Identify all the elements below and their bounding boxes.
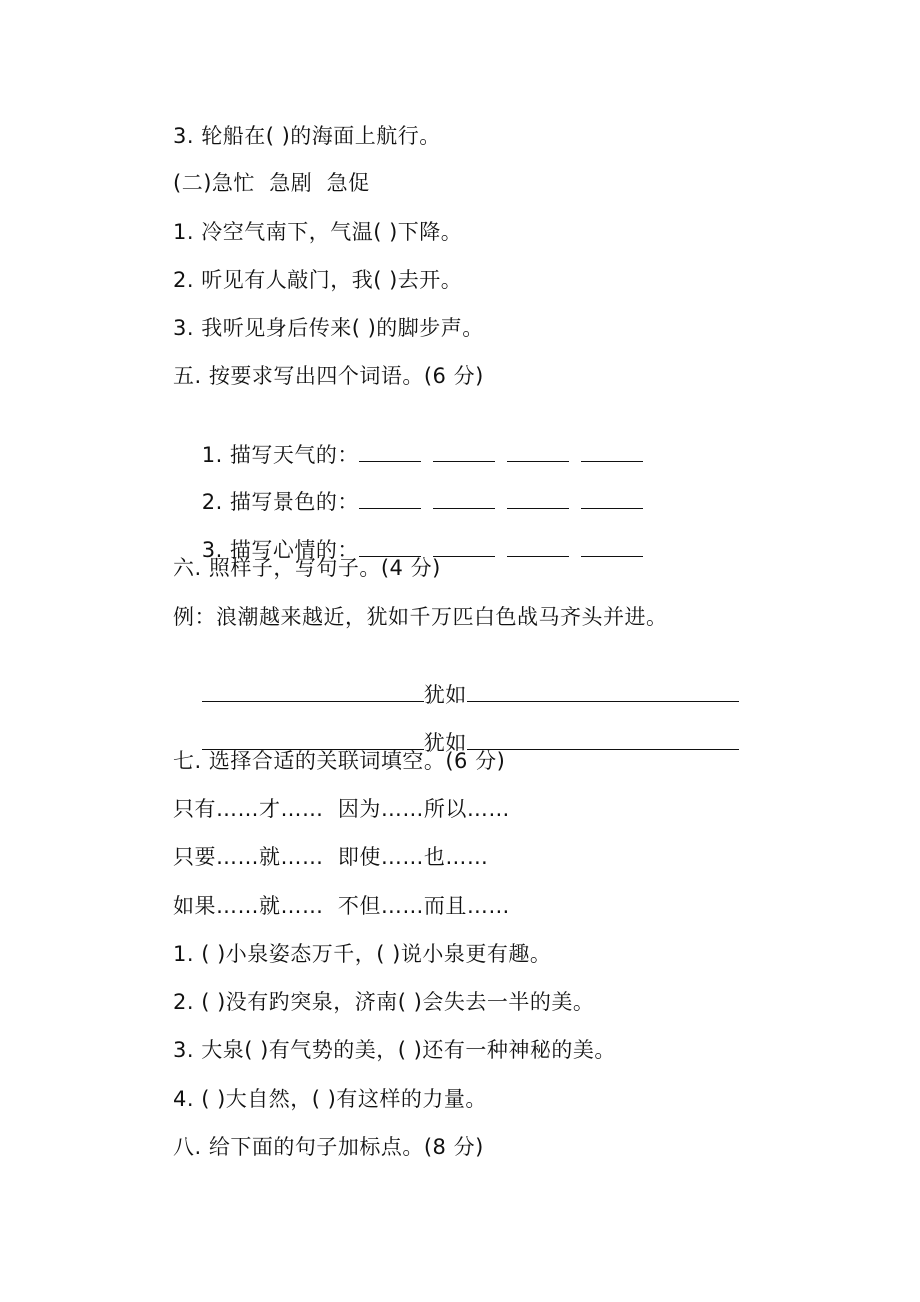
fill-row-label: 2. 描写景色的：	[201, 490, 359, 514]
example-sentence: 例：浪潮越来越近，犹如千万匹白色战马齐头并进。	[173, 605, 668, 629]
question-line: 4. ( )大自然，( )有这样的力量。	[173, 1087, 487, 1111]
section-heading-6: 六. 照样子，写句子。(4 分)	[173, 556, 441, 580]
connector-word: 犹如	[423, 731, 467, 755]
question-line: 1. ( )小泉姿态万千，( )说小泉更有趣。	[173, 942, 552, 966]
question-line: 3. 我听见身后传来( )的脚步声。	[173, 316, 484, 340]
word-group-heading: (二)急忙 急剧 急促	[173, 171, 370, 195]
conjunction-options: 如果……就…… 不但……而且……	[173, 894, 510, 918]
question-line: 3. 轮船在( )的海面上航行。	[173, 124, 441, 148]
section-heading-5: 五. 按要求写出四个词语。(6 分)	[173, 364, 484, 388]
fill-row-label: 1. 描写天气的：	[201, 443, 359, 467]
conjunction-options: 只要……就…… 即使……也……	[173, 845, 489, 869]
conjunction-options: 只有……才…… 因为……所以……	[173, 797, 510, 821]
answer-blank[interactable]	[433, 538, 495, 557]
question-line: 2. ( )没有趵突泉，济南( )会失去一半的美。	[173, 990, 595, 1014]
question-line: 2. 听见有人敲门，我( )去开。	[173, 268, 463, 292]
answer-blank[interactable]	[467, 731, 739, 750]
section-heading-7: 七. 选择合适的关联词填空。(6 分)	[173, 749, 506, 773]
answer-blank[interactable]	[581, 538, 643, 557]
fill-row-label: 3. 描写心情的：	[201, 538, 359, 562]
answer-blank[interactable]	[507, 538, 569, 557]
section-heading-8: 八. 给下面的句子加标点。(8 分)	[173, 1135, 484, 1159]
question-line: 3. 大泉( )有气势的美，( )还有一种神秘的美。	[173, 1038, 616, 1062]
connector-word: 犹如	[423, 683, 467, 707]
question-line: 1. 冷空气南下，气温( )下降。	[173, 220, 463, 244]
